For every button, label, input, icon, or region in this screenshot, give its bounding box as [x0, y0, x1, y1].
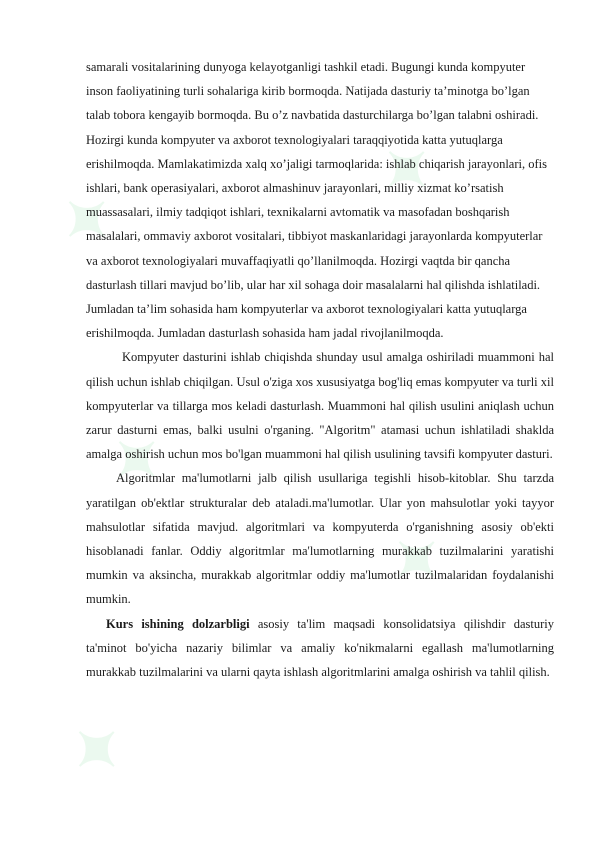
- paragraph-4: [86, 612, 554, 685]
- paragraph-1: samarali vositalarining dunyoga kelayotganligi tashkil etadi. Bugungi kunda kompyuter inson faoliyatining turli sohalariga kirib bormoqda. Natijada dasturiy ta’minotga bo’lgan talab tobora kengayib bormoqda. Bu o’z navbatida dasturchilarga bo’lgan talabni oshiradi. Hozirgi kunda kompyuter va axborot texnologiyalari taraqqiyotida katta yutuqlarga erishilmoqda. Mamlakatimizda xalq xo’jaligi tarmoqlarida: ishlab chiqarish jarayonlari, ofis ishlari, bank operasiyalari, axborot almashinuv jarayonlari, milliy xizmat ko’rsatish muassasalari, ilmiy tadqiqot ishlari, texnikalarni avtomatik va masofadan boshqarish masalalari, ommaviy axborot vositalari, tibbiyot maskanlaridagi jarayonlarda kompyuterlar va axborot texnologiyalari muvaffaqiyatli qo’llanilmoqda. Hozirgi vaqtda bir qancha dasturlash tillari mavjud bo’lib, ular har xil sohaga doir masalalarni hal qilishda ishlatiladi. Jumladan ta’lim sohasida ham kompyuterlar va axborot texnologiyalari katta yutuqlarga erishilmoqda. Jumladan dasturlash sohasida ham jadal rivojlanilmoqda.: [86, 60, 547, 341]
- document-body: [86, 55, 554, 684]
- watermark-logo: ✦: [53, 699, 148, 795]
- watermark-logo: ✦: [363, 119, 458, 215]
- watermark-logo: ✦: [373, 509, 468, 605]
- paragraph-3: Algoritmlar ma'lumotlarni jalb qilish usullariga tegishli hisob-kitoblar. Shu tarzda yaratilgan ob'ektlar strukturalar deb ataladi.ma'lumotlar. Ular yon mahsulotlar yoki tayyor mahsulotlar sifatida mavjud. algoritmlari va kompyuterda o'rganishning asosiy ob'ekti hisoblanadi fanlar. Oddiy algoritmlar ma'lumotlarning murakkab tuzilmalarini yaratishi mumkin va aksincha, murakkab algoritmlar oddiy ma'lumotlar tuzilmalaridan foydalanishi mumkin.: [86, 471, 554, 607]
- paragraph-4-bold-lead: Kurs ishining dolzarbligi: [106, 616, 250, 631]
- watermark-logo: ✦: [43, 169, 138, 265]
- paragraph-2: Kompyuter dasturini ishlab chiqishda shunday usul amalga oshiriladi muammoni hal qilish uchun ishlab chiqilgan. Usul o'ziga xos xususiyatga bog'liq emas kompyuter va turli xil kompyuterlar va tillarga mos keladi dasturlash. Muammoni hal qilish usulini aniqlash uchun zarur dasturni emas, balki usulni o'rganing. "Algoritm" atamasi uchun ishlatiladi shaklda amalga oshirish uchun mos bo'lgan muammoni hal qilish usulining tavsifi kompyuter dasturi.: [86, 350, 554, 462]
- watermark-logo: ✦: [93, 409, 188, 505]
- paragraph-4-text: asosiy ta'lim maqsadi konsolidatsiya qilishdir dasturiy ta'minot bo'yicha nazariy bilimlar va amaliy ko'nikmalarni egallash ma'lumotlarning murakkab tuzilmalarini va ularni qayta ishlash algoritmlarini amalga oshirish va tahlil qilish.: [86, 616, 554, 680]
